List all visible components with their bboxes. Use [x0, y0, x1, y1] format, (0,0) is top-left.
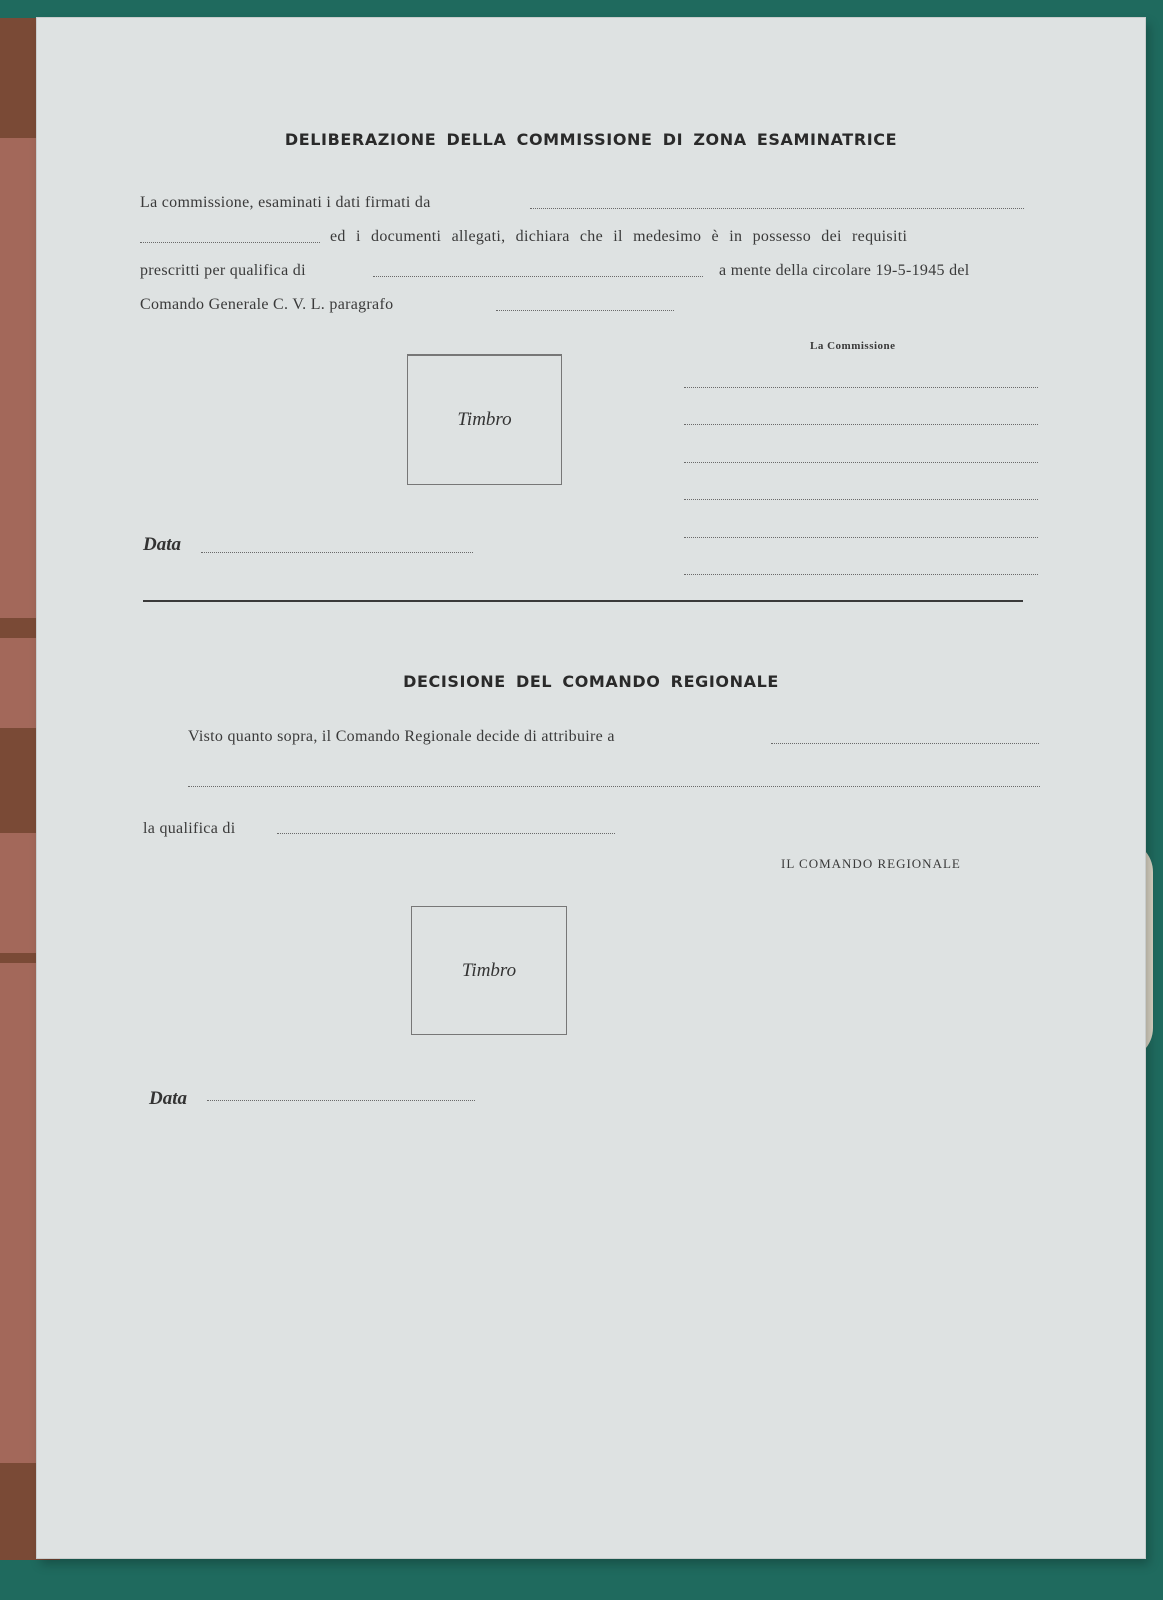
- regional-stamp-box: [411, 906, 567, 1035]
- signature-line-3[interactable]: [684, 462, 1038, 463]
- signed-by-field-cont[interactable]: [140, 242, 320, 243]
- qualification-field[interactable]: [373, 276, 703, 277]
- regional-date-field[interactable]: [207, 1100, 475, 1101]
- regional-qualification-field[interactable]: [277, 833, 615, 834]
- signature-line-4[interactable]: [684, 499, 1038, 500]
- assignee-field-cont[interactable]: [188, 786, 1040, 787]
- regional-stamp-label: Timbro: [461, 959, 517, 981]
- binder-tab: [0, 833, 40, 953]
- signed-by-field[interactable]: [530, 208, 1024, 209]
- section-divider: [143, 600, 1023, 602]
- commission-stamp-box: [407, 354, 562, 485]
- commission-signers-label: La Commissione: [810, 340, 896, 352]
- assignee-field[interactable]: [771, 743, 1039, 744]
- binder-tab: [0, 138, 40, 618]
- regional-line-1: Visto quanto sopra, il Comando Regionale decide di attribuire a: [188, 728, 615, 745]
- regional-date-label: Data: [149, 1088, 187, 1109]
- signature-line-5[interactable]: [684, 537, 1038, 538]
- regional-line-2: la qualifica di: [143, 820, 236, 837]
- commission-title: DELIBERAZIONE DELLA COMMISSIONE DI ZONA ESAMINATRICE: [284, 130, 898, 149]
- form-sheet: [37, 18, 1145, 1558]
- binder-tab: [0, 638, 40, 728]
- commission-line-3a: prescritti per qualifica di: [140, 262, 306, 279]
- commission-line-3b: a mente della circolare 19-5-1945 del: [719, 262, 970, 279]
- signature-line-2[interactable]: [684, 424, 1038, 425]
- signature-line-6[interactable]: [684, 574, 1038, 575]
- regional-signer-label: IL COMANDO REGIONALE: [781, 856, 961, 871]
- paragraph-field[interactable]: [496, 310, 674, 311]
- commission-date-field[interactable]: [201, 552, 473, 553]
- signature-line-1[interactable]: [684, 387, 1038, 388]
- commission-date-label: Data: [143, 534, 181, 555]
- binder-tab: [0, 963, 40, 1463]
- commission-line-1: La commissione, esaminati i dati firmati da: [140, 194, 431, 211]
- regional-title: DECISIONE DEL COMANDO REGIONALE: [403, 672, 779, 691]
- commission-line-4: Comando Generale C. V. L. paragrafo: [140, 296, 394, 313]
- commission-line-2: ed i documenti allegati, dichiara che il medesimo è in possesso dei requisiti: [330, 228, 908, 245]
- commission-stamp-label: Timbro: [457, 409, 512, 430]
